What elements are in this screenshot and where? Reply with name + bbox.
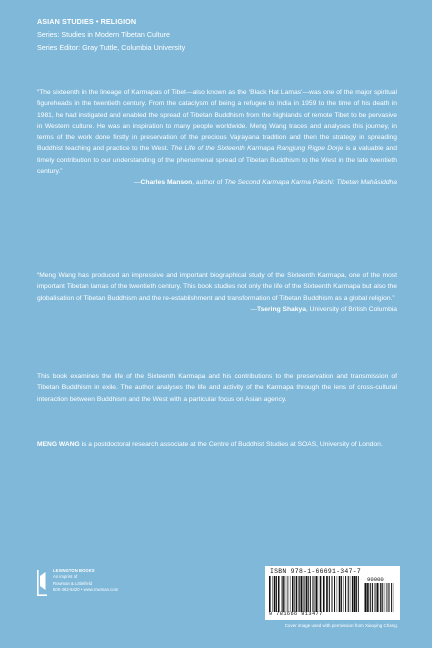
publisher-parent: Rowman & Littlefield	[53, 580, 93, 586]
quote-1-author-name: Charles Manson	[140, 179, 193, 187]
endorsement-quote-1	[37, 87, 397, 189]
cover-image-credit: Cover image used with permission from Xiaoying Chang.	[284, 623, 398, 628]
quote-1-attr-mid: , author of	[192, 179, 225, 187]
subject-categories: ASIAN STUDIES • RELIGION	[37, 17, 137, 26]
book-description: This book examines the life of the Sixteenth Karmapa and his contributions to the preservation and transmission of Tibetan Buddhism in exile. The author analyses the life and activity of the Karmapa through the lens of cross-cultural interaction between Buddhism and the West with a particular focus on Asian agency.	[37, 373, 397, 403]
publisher-block	[37, 568, 217, 608]
addon-barcode-icon	[364, 583, 394, 612]
quote-2-text: “Meng Wang has produced an impressive and important biographical study of the Sixteenth Karmapa, one of the most important Tibetan lamas of the twentieth century. This book studies not only the life of the Sixteenth Karmapa but also the globalisation of Tibetan Buddhism and the re-establishment and transformation of Tibetan Buddhism as a global religion.”	[37, 272, 397, 302]
quote-1-part-b: is a valuable and timely contribution to our understanding of the phenomenal spread of Tibetan Buddhism to the West in the late twentieth century.”	[37, 145, 397, 176]
barcode-digits: 9 781666 913477	[269, 611, 323, 617]
author-bio-text: is a postdoctoral research associate at the Centre of Buddhist Studies at SOAS, University of London.	[79, 441, 383, 448]
lexington-logo-icon	[37, 570, 47, 596]
endorsement-quote-2	[37, 270, 397, 315]
barcode-bars-icon	[269, 576, 359, 612]
quote-1-text	[37, 87, 397, 177]
publisher-contact: 800-462-6420 • www.rowman.com	[53, 586, 119, 592]
quote-2-attribution	[37, 304, 397, 315]
quote-2-dash: —	[250, 305, 257, 313]
quote-1-attribution	[37, 177, 397, 188]
price-addon-number: 90000	[367, 576, 384, 583]
back-cover	[37, 16, 397, 448]
author-bio	[37, 439, 397, 450]
series-editor: Series Editor: Gray Tuttle, Columbia University	[37, 43, 186, 52]
quote-2-author-name: Tsering Shakya	[257, 305, 306, 313]
publisher-imprint-line: An imprint of	[53, 574, 78, 580]
author-name: MENG WANG	[37, 441, 80, 448]
isbn-barcode	[265, 566, 400, 620]
publisher-text	[53, 568, 118, 593]
quote-1-dash: —	[133, 179, 141, 187]
quote-1-part-a: “The sixteenth in the lineage of Karmapas of Tibet—also known as the ‘Black Hat Lamas’—was one of the major spiritual figureheads in the twentieth century. From the cataclysm of being a refugee to India in 1959 to the time of his death in 1981, he had instigated and enabled the spread of Tibetan Buddhism from the highlands of remote Tibet to be pervasive in Western culture. He was an inspiration to many people worldwide. Meng Wang traces and analyses this journey, in terms of the work done firstly in preservation of the precious Vajrayana tradition and then the strategy in spreading Buddhist teaching and practice to the West.	[37, 89, 397, 153]
header-block	[37, 16, 397, 54]
quote-1-book-title: The Life of the Sixteenth Karmapa Rangjung Rigpe Dorje	[170, 145, 344, 153]
series-name: Series: Studies in Modern Tibetan Culture	[37, 30, 171, 39]
isbn-number: ISBN 978-1-66691-347-7	[270, 568, 361, 575]
quote-2-affiliation: , University of British Columbia	[305, 305, 397, 313]
publisher-name: LEXINGTON BOOKS	[53, 568, 95, 573]
quote-1-author-book: The Second Karmapa Karma Pakshi: Tibetan Mahāsiddha	[224, 179, 397, 187]
